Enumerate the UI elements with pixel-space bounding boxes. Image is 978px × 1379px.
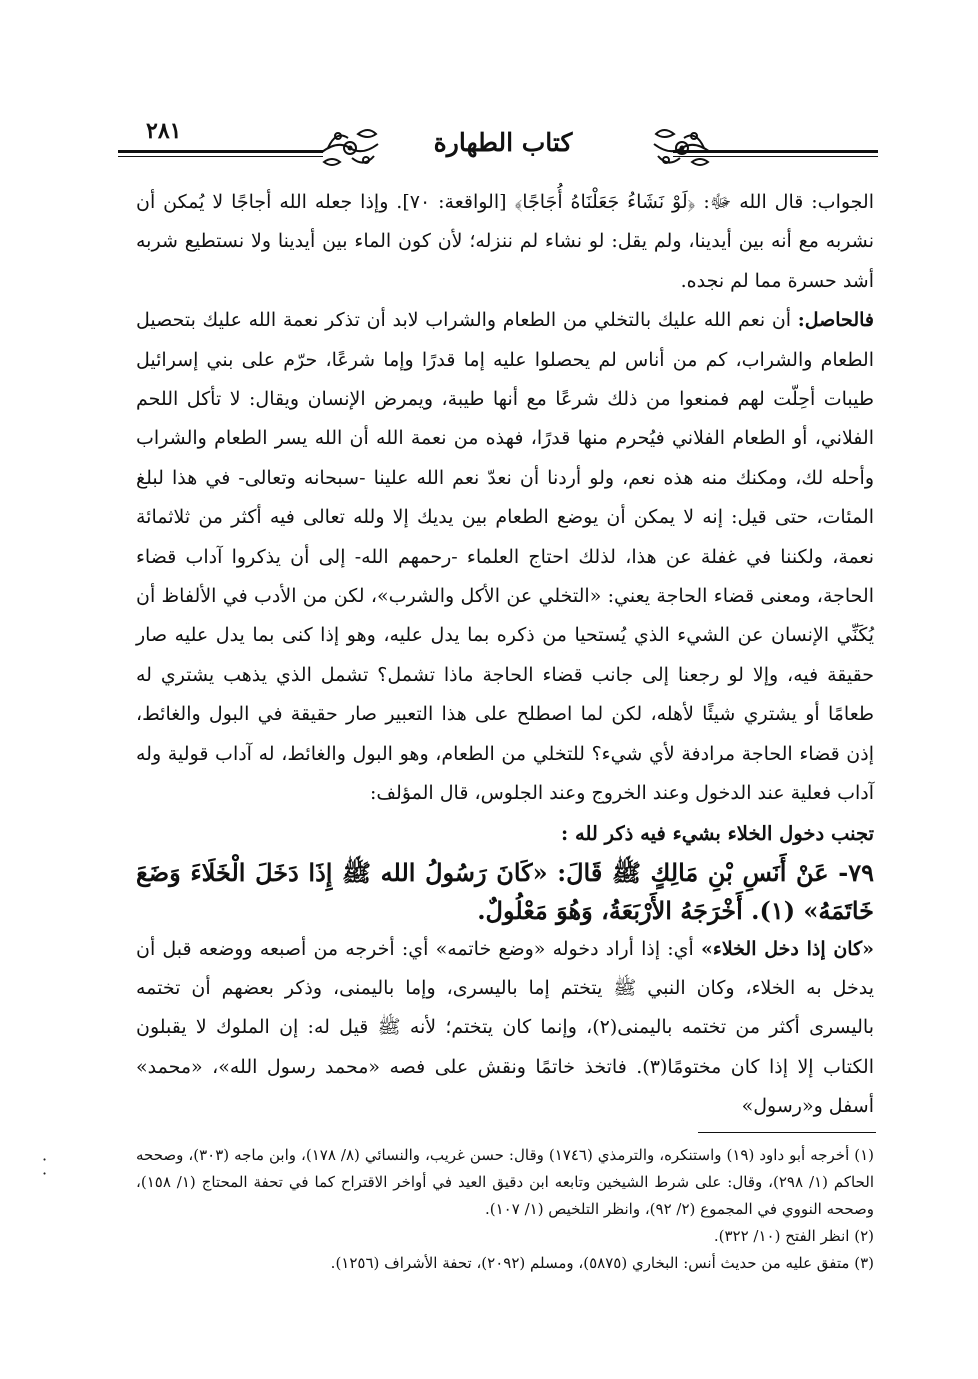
paragraph-text: أي: إذا أراد دخوله «وضع خاتمه» أي: أخرجه من أصبعه ووضعه قبل أن يدخل به الخلاء، وكان النبي ﷺ يتختم إما باليسرى، وإما باليمنى، وذكر بعضهم أن تختمه باليسرى أكثر من تختمه باليمنى(٢)، وإنما كان يتختم؛ لأنه ﷺ قيل له: إن الملوك لا يقبلون الكتاب إلا إذا كان مختومًا(٣). فاتخذ خاتمًا ونقش على فصه «محمد رسول الله»، «محمد» أسفل و«رسول»: [136, 937, 875, 1118]
paragraph-answer: الجواب: قال الله ﷻ: ﴿لَوْ نَشَاءُ جَعَلْنَاهُ أُجَاجًا﴾ [الواقعة: ٧٠]. وإذا جعله الله أجاجًا لا يُمكن أن نشربه مع أنه بين أيدينا، ولم يقل: لو نشاء لم ننزله؛ لأن كون الماء بين أيدينا ولا نستطيع شربه أشد حسرة مما لم نجده.: [136, 191, 874, 292]
book-title: كتاب الطهارة: [433, 128, 573, 157]
paragraph-lead: «كان إذا دخل الخلاء»: [701, 937, 874, 960]
floral-ornament-icon: [650, 122, 714, 174]
header-rule-left: [118, 150, 323, 153]
paragraph-text: أن نعم الله عليك بالتخلي من الطعام والشراب لابد أن تذكر نعمة الله عليك بتحصيل الطعام والشراب، كم من أناس لم يحصلوا عليه إما قدرًا وإما شرعًا، حرّم على بني إسرائيل طيبات أحِلّت لهم فمنعوا من ذلك شرعًا مع أنها طيبة، ويمرض الإنسان ويقال: لا تأكل اللحم الفلاني، أو الطعام الفلاني فيُحرم منها قدرًا، فهذه من نعمة الله أن الله يسر الطعام والشراب وأحله لك، ومكنك منه هذه نعم، ولو أردنا أن نعدّ نعم الله علينا -سبحانه وتعالى- في هذا لبلغ المئات، حتى قيل: إنه لا يمكن أن يوضع الطعام بين يديك إلا ولله تعالى فيه أكثر من ثلاثمائة نعمة، ولكننا في غفلة عن هذا، لذلك احتاج العلماء -رحمهم الله- إلى أن يذكروا آداب قضاء الحاجة، ومعنى قضاء الحاجة يعني: «التخلي عن الأكل والشرب»، لكن من الأدب في الألفاظ أن يُكَنِّي الإنسان عن الشيء الذي يُستحيا من ذكره بما يدل عليه، وهو إذا كنى بما يدل عليه صار حقيقة فيه، وإلا لو رجعنا إلى جانب قضاء الحاجة ماذا تشمل؟ تشمل الذي يذهب يشتري له طعامًا أو يشتري شيئًا لأهله، لكن لما اصطلح على هذا التعبير صار حقيقة في البول والغائط، إذن قضاء الحاجة مرادفة لأي شيء؟ للتخلي من الطعام، وهو البول والغائط، له آداب قولية وله آداب فعلية عند الدخول وعند الخروج وعند الجلوس، قال المؤلف:: [136, 309, 874, 805]
paragraph-commentary: [136, 930, 874, 1127]
page-number: ٢٨١: [146, 118, 182, 144]
margin-mark: · ·: [42, 1150, 48, 1183]
footnote-1: (١) أخرجه أبو داود (١٩) واستنكره، والترمذي (١٧٤٦) وقال: حسن غريب، والنسائي (٨/ ١٧٨)، وابن ماجه (٣٠٣)، وصححه الحاكم (١/ ٢٩٨)، وقال: على شرط الشيخين وتابعه ابن دقيق العيد في أواخر الاقتراح كما في تحفة المحتاج (١/ ١٥٨)، وصححه النووي في المجموع (٢/ ٩٢)، وانظر التلخيص (١/ ١٠٧).: [136, 1146, 875, 1218]
section-heading: تجنب دخول الخلاء بشيء فيه ذكر لله :: [561, 821, 874, 845]
main-text: [136, 183, 874, 1127]
page-header: [118, 112, 878, 172]
header-rule-left-thin: [118, 156, 323, 157]
paragraph-conclusion: [136, 301, 874, 813]
footnote-3: (٣) متفق عليه من حديث أنس: البخاري (٥٨٧٥)، ومسلم (٢٠٩٢)، تحفة الأشراف (١٢٥٦).: [330, 1254, 874, 1272]
footnote-divider: [698, 1132, 876, 1133]
footnotes: [136, 1142, 874, 1277]
paragraph-lead: فالحاصل:: [797, 309, 874, 332]
hadith-text: ٧٩- عَنْ أَنَسِ بْنِ مَالِكٍ ﷺ قَالَ: «كَانَ رَسُولُ الله ﷺ إِذَا دَخَلَ الْخَلَاءَ وَضَعَ خَاتَمَهُ» (١). أَخْرَجَهُ الأَرْبَعَةُ، وَهُوَ مَعْلُولٌ.: [136, 857, 874, 925]
floral-ornament-icon: [318, 122, 382, 174]
footnote-2: (٢) انظر الفتح (١٠/ ٣٢٢).: [713, 1227, 874, 1245]
